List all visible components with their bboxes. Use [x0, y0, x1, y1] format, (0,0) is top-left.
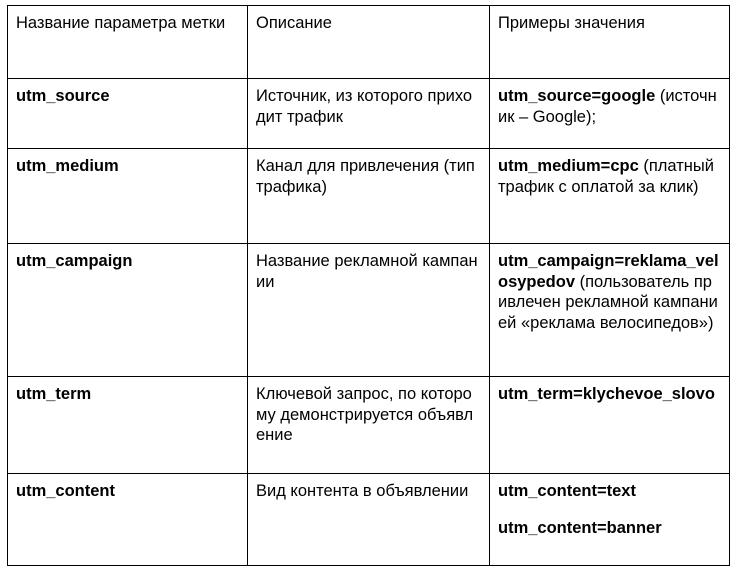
description-cell: Вид контента в объявлении [248, 474, 490, 566]
description-cell: Источник, из которого приходит трафик [248, 79, 490, 149]
param-name-cell: utm_campaign [8, 244, 248, 377]
example-note: (источник – Google); [498, 87, 717, 126]
description-cell: Канал для привлечения (тип трафика) [248, 149, 490, 244]
table-header-row [8, 6, 730, 79]
param-name-cell: utm_medium [8, 149, 248, 244]
example-code: utm_campaign=reklama_velosypedov [498, 252, 719, 291]
header-cell-parameter-name: Название параметра метки [8, 6, 248, 79]
example-cell [490, 149, 730, 244]
header-cell-examples: Примеры значения [490, 6, 730, 79]
example-code: utm_source=google [498, 87, 656, 105]
table-row-utm-campaign [8, 244, 730, 377]
utm-parameters-table [7, 5, 730, 566]
description-cell: Ключевой запрос, по которому демонстрируется объявление [248, 377, 490, 474]
example-code: utm_content=text [498, 482, 636, 500]
example-code-2: utm_content=banner [498, 518, 662, 537]
param-name-cell: utm_content [8, 474, 248, 566]
param-name-cell: utm_source [8, 79, 248, 149]
table-row-utm-medium [8, 149, 730, 244]
example-note: (платный трафик с оплатой за клик) [498, 157, 714, 196]
table-row-utm-term [8, 377, 730, 474]
param-name-cell: utm_term [8, 377, 248, 474]
example-note: (пользователь привлечен рекламной кампанией «реклама велосипедов») [498, 272, 718, 332]
table-row-utm-content [8, 474, 730, 566]
example-cell [490, 377, 730, 474]
example-cell [490, 244, 730, 377]
example-code: utm_medium=cpc [498, 157, 639, 175]
header-cell-description: Описание [248, 6, 490, 79]
example-cell [490, 474, 730, 566]
table-row-utm-source [8, 79, 730, 149]
description-cell: Название рекламной кампании [248, 244, 490, 377]
example-code: utm_term=klychevoe_slovo [498, 385, 715, 403]
example-cell [490, 79, 730, 149]
